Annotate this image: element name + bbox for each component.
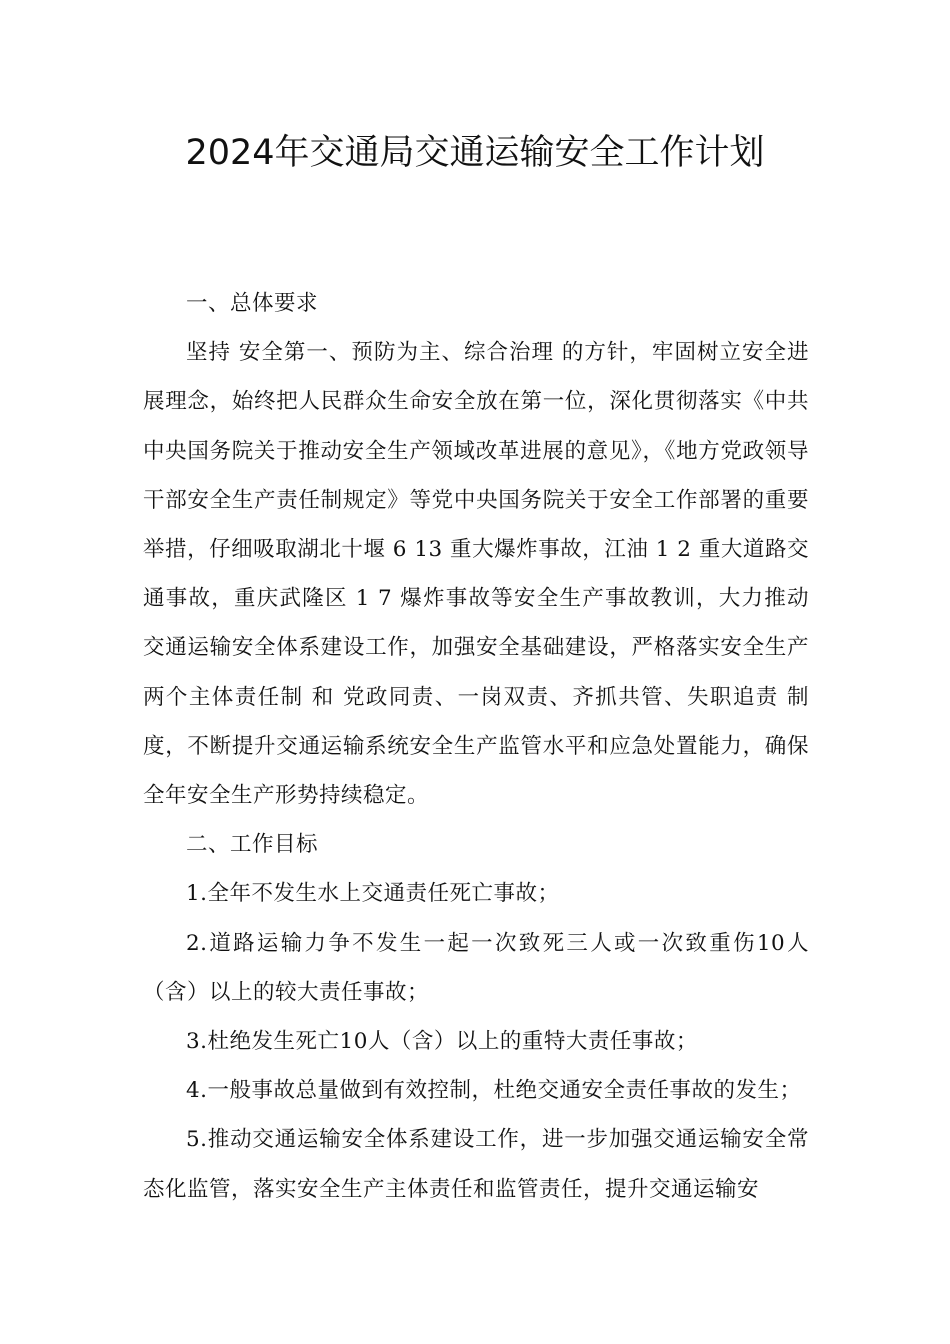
goal-item: 5.推动交通运输安全体系建设工作，进一步加强交通运输安全常态化监管，落实安全生产主体责任和监管责任，提升交通运输安 (143, 1127, 809, 1202)
goal-item: 4.一般事故总量做到有效控制，杜绝交通安全责任事故的发生； (186, 1078, 802, 1104)
document-body (143, 279, 809, 1214)
section-heading-overall-requirements: 一、总体要求 (186, 291, 319, 316)
goal-item: 2.道路运输力争不发生一起一次致死三人或一次致重伤10人（含）以上的较大责任事故； (143, 930, 809, 1005)
document-title: 2024年交通局交通运输安全工作计划 (185, 133, 765, 173)
goal-item: 3.杜绝发生死亡10人（含）以上的重特大责任事故； (186, 1029, 698, 1055)
overall-requirements-paragraph: 坚持 安全第一、预防为主、综合治理 的方针，牢固树立安全进展理念，始终把人民群众生命安全放在第一位，深化贯彻落实《中共中央国务院关于推动安全生产领域改革进展的意见》，《地方党政领导干部安全生产责任制规定》等党中央国务院关于安全工作部署的重要举措，仔细吸取湖北十堰 6 13 重大爆炸事故，江油 1 2 重大道路交通事故，重庆武隆区 1 7 爆炸事故等安全生产事故教训，大力推动交通运输安全体系建设工作，加强安全基础建设，严格落实安全生产 两个主体责任制 和 党政同责、一岗双责、齐抓共管、失职追责 制度，不断提升交通运输系统安全生产监管水平和应急处置能力，确保全年安全生产形势持续稳定。 (143, 340, 809, 809)
goal-item: 1.全年不发生水上交通责任死亡事故； (186, 881, 560, 907)
section-heading-work-goals: 二、工作目标 (186, 832, 319, 858)
